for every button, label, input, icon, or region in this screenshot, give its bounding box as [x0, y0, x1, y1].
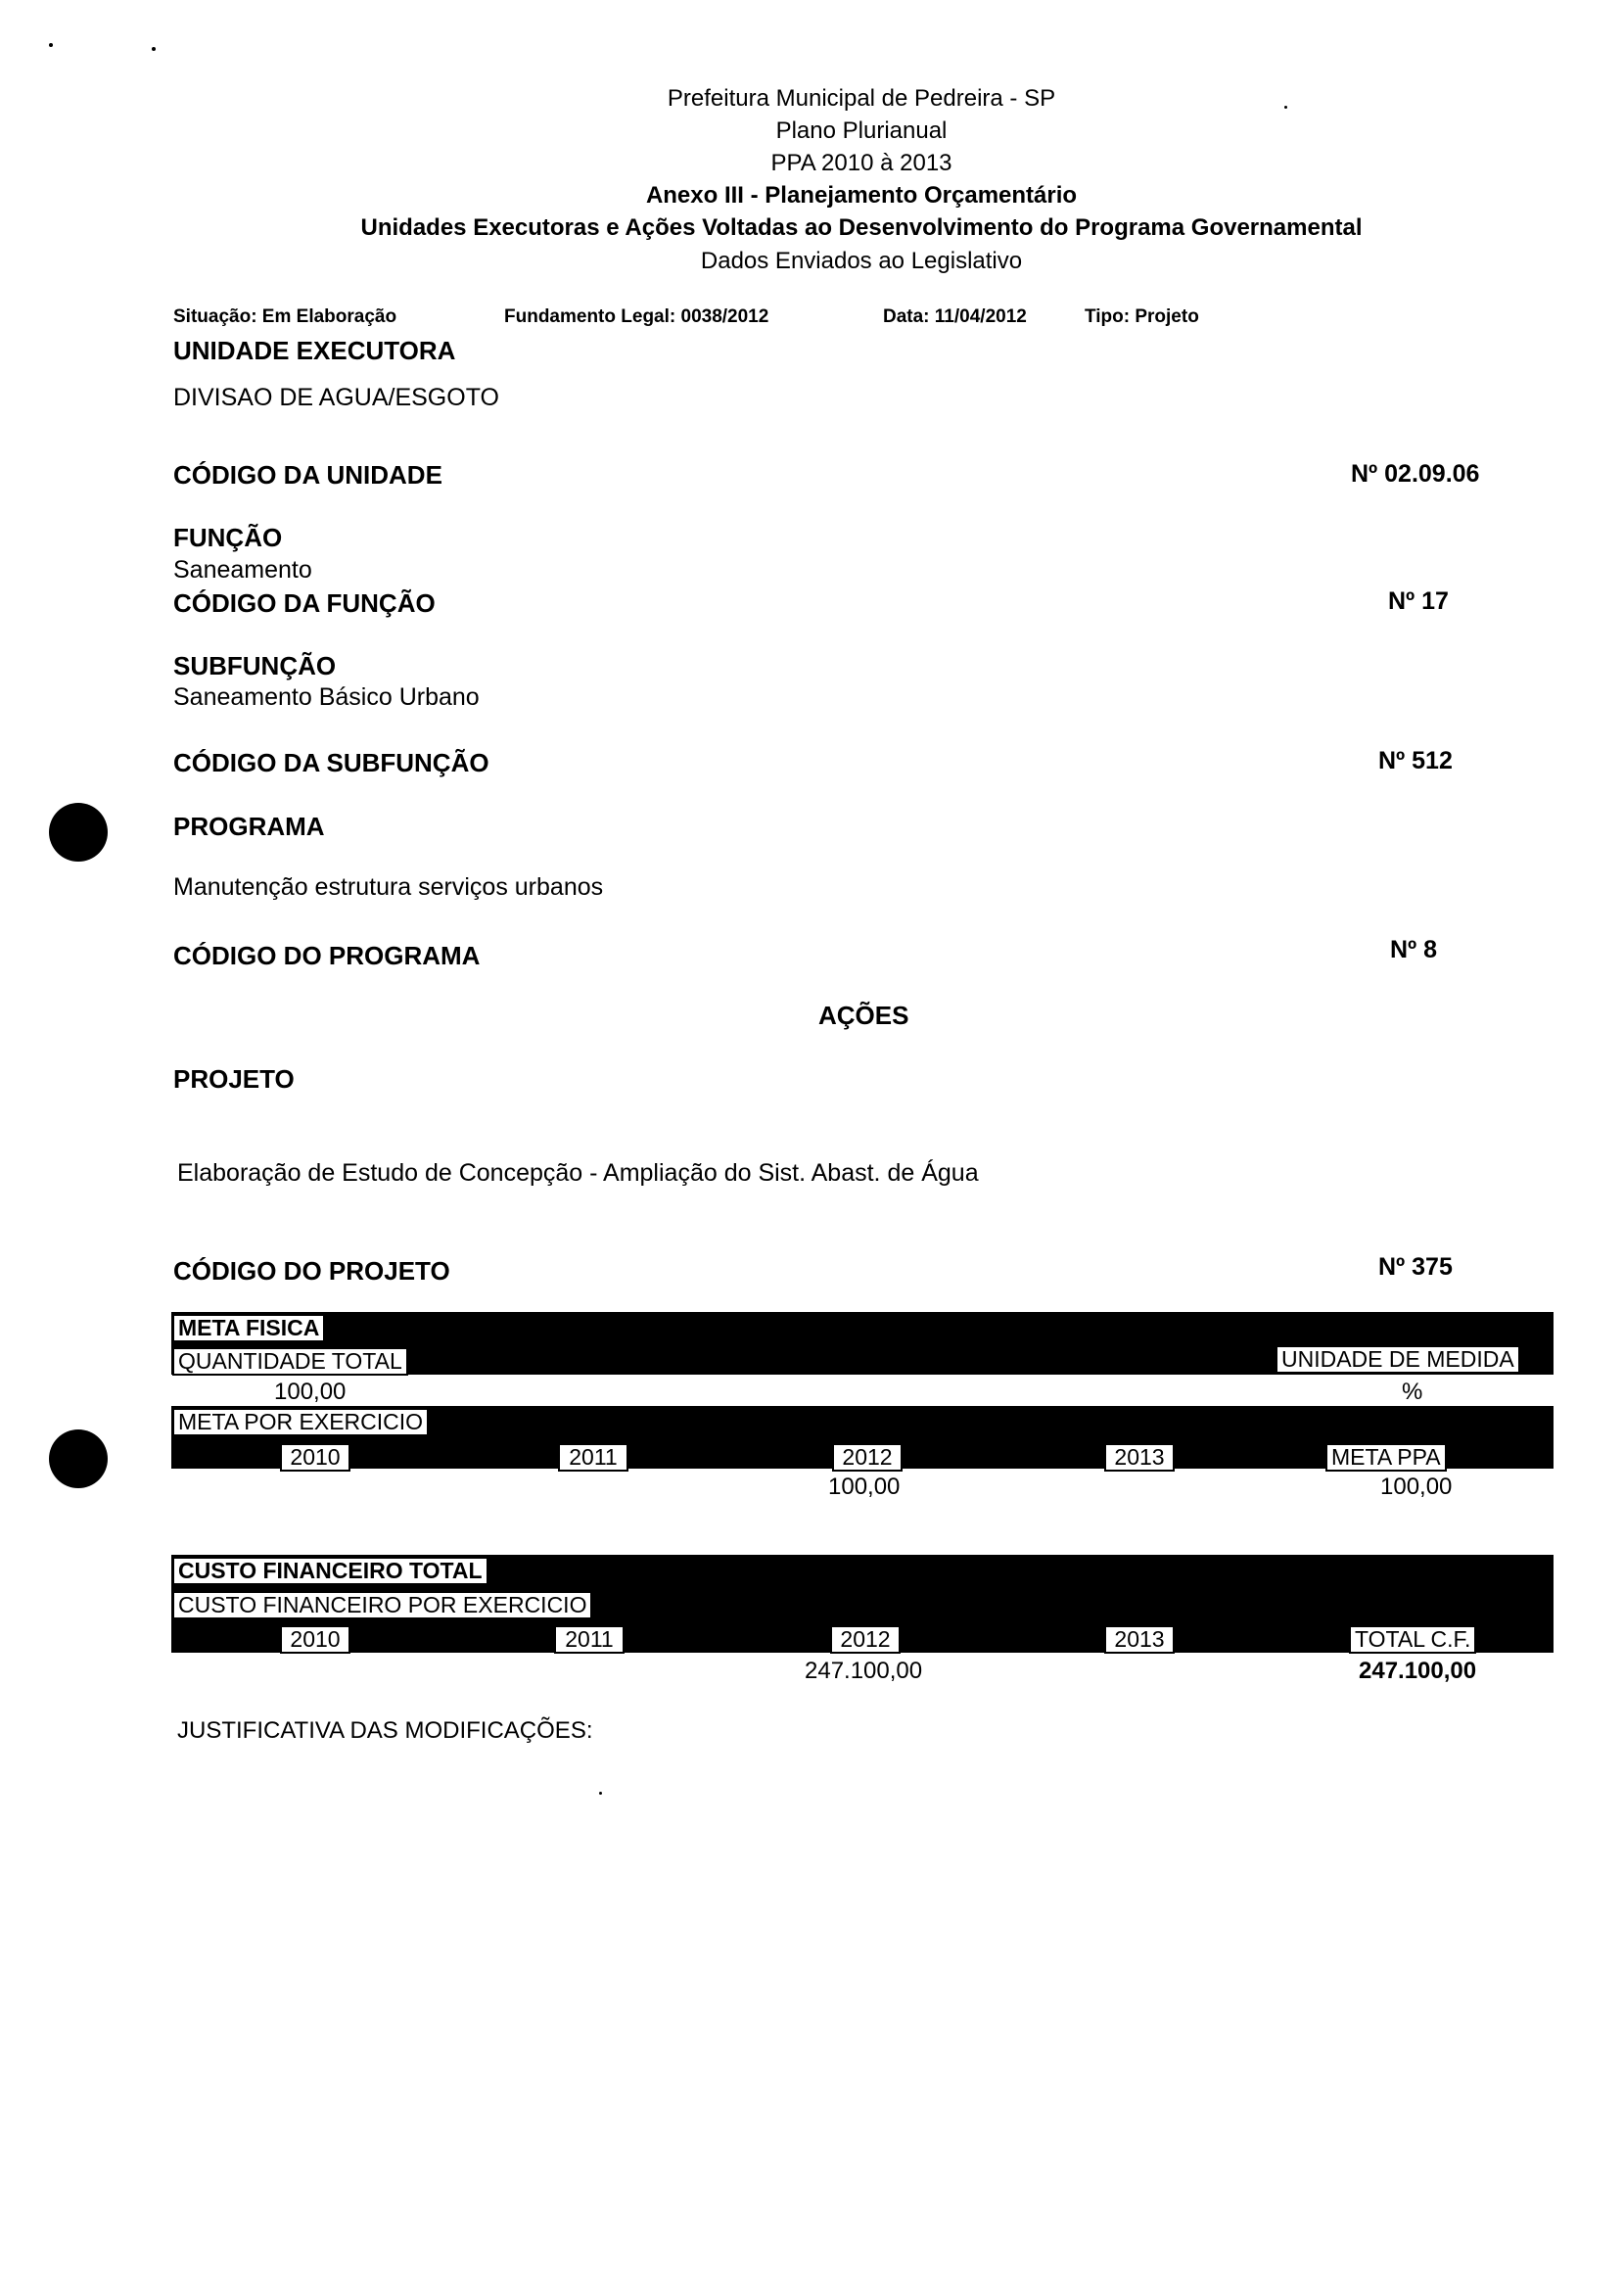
status-situacao: Situação: Em Elaboração: [173, 306, 397, 327]
unidade-medida-label: UNIDADE DE MEDIDA: [1276, 1345, 1520, 1374]
custo-year-2010: 2010: [280, 1625, 350, 1654]
meta-ppa-label: META PPA: [1325, 1443, 1447, 1472]
funcao-value: Saneamento: [173, 556, 312, 584]
subfuncao-label: SUBFUNÇÃO: [173, 651, 337, 680]
quantidade-total-value: 100,00: [274, 1379, 347, 1405]
projeto-value: Elaboração de Estudo de Concepção - Ampliação do Sist. Abast. de Água: [177, 1159, 979, 1187]
scan-speck: [599, 1792, 602, 1795]
meta-year-2012: 2012: [832, 1443, 903, 1472]
codigo-subfuncao-value: Nº 512: [1378, 747, 1453, 774]
custo-total-cf-label: TOTAL C.F.: [1349, 1625, 1476, 1654]
unidade-executora-label: UNIDADE EXECUTORA: [173, 336, 456, 365]
unidade-medida-value: %: [1402, 1379, 1423, 1405]
programa-value: Manutenção estrutura serviços urbanos: [173, 873, 604, 901]
status-fundamento: Fundamento Legal: 0038/2012: [504, 306, 769, 327]
codigo-programa-value: Nº 8: [1390, 936, 1438, 963]
codigo-unidade-value: Nº 02.09.06: [1351, 460, 1480, 488]
unidade-executora-value: DIVISAO DE AGUA/ESGOTO: [173, 384, 499, 411]
custo-total-value: 247.100,00: [1359, 1658, 1477, 1684]
custo-2012-value: 247.100,00: [805, 1658, 923, 1684]
meta-year-2011: 2011: [558, 1443, 628, 1472]
meta-ppa-value: 100,00: [1380, 1474, 1453, 1500]
quantidade-total-label: QUANTIDADE TOTAL: [172, 1347, 408, 1376]
codigo-programa-label: CÓDIGO DO PROGRAMA: [173, 941, 481, 970]
header-sent: Dados Enviados ao Legislativo: [700, 248, 1023, 274]
header-municipality: Prefeitura Municipal de Pedreira - SP: [667, 85, 1056, 112]
codigo-subfuncao-label: CÓDIGO DA SUBFUNÇÃO: [173, 748, 489, 777]
punch-hole: [49, 803, 108, 862]
meta-2012-value: 100,00: [828, 1474, 901, 1500]
meta-year-2013: 2013: [1104, 1443, 1175, 1472]
subfuncao-value: Saneamento Básico Urbano: [173, 683, 480, 711]
custo-year-2012: 2012: [830, 1625, 901, 1654]
meta-year-2010: 2010: [280, 1443, 350, 1472]
acoes-heading: AÇÕES: [818, 1001, 909, 1030]
meta-fisica-title: META FISICA: [172, 1314, 325, 1342]
scan-speck: [152, 47, 156, 51]
codigo-projeto-value: Nº 375: [1378, 1253, 1453, 1281]
scan-speck: [49, 43, 53, 47]
custo-total-title: CUSTO FINANCEIRO TOTAL: [172, 1557, 488, 1585]
status-tipo: Tipo: Projeto: [1085, 306, 1199, 327]
funcao-label: FUNÇÃO: [173, 523, 283, 552]
punch-hole: [49, 1429, 108, 1488]
codigo-unidade-label: CÓDIGO DA UNIDADE: [173, 460, 442, 490]
header-annex: Anexo III - Planejamento Orçamentário: [645, 182, 1078, 209]
custo-year-2011: 2011: [554, 1625, 625, 1654]
codigo-funcao-label: CÓDIGO DA FUNÇÃO: [173, 588, 436, 618]
header-ppa: PPA 2010 à 2013: [770, 150, 952, 176]
custo-year-2013: 2013: [1104, 1625, 1175, 1654]
codigo-funcao-value: Nº 17: [1388, 587, 1449, 615]
programa-label: PROGRAMA: [173, 812, 325, 841]
projeto-label: PROJETO: [173, 1064, 295, 1094]
meta-por-exercicio-label: META POR EXERCICIO: [172, 1408, 429, 1436]
header-plan: Plano Plurianual: [775, 117, 948, 144]
status-data: Data: 11/04/2012: [883, 306, 1027, 327]
justificativa-label: JUSTIFICATIVA DAS MODIFICAÇÕES:: [177, 1717, 593, 1744]
custo-por-exercicio-label: CUSTO FINANCEIRO POR EXERCICIO: [172, 1591, 592, 1619]
codigo-projeto-label: CÓDIGO DO PROJETO: [173, 1256, 450, 1286]
header-subtitle: Unidades Executoras e Ações Voltadas ao Desenvolvimento do Programa Governamental: [360, 214, 1363, 241]
